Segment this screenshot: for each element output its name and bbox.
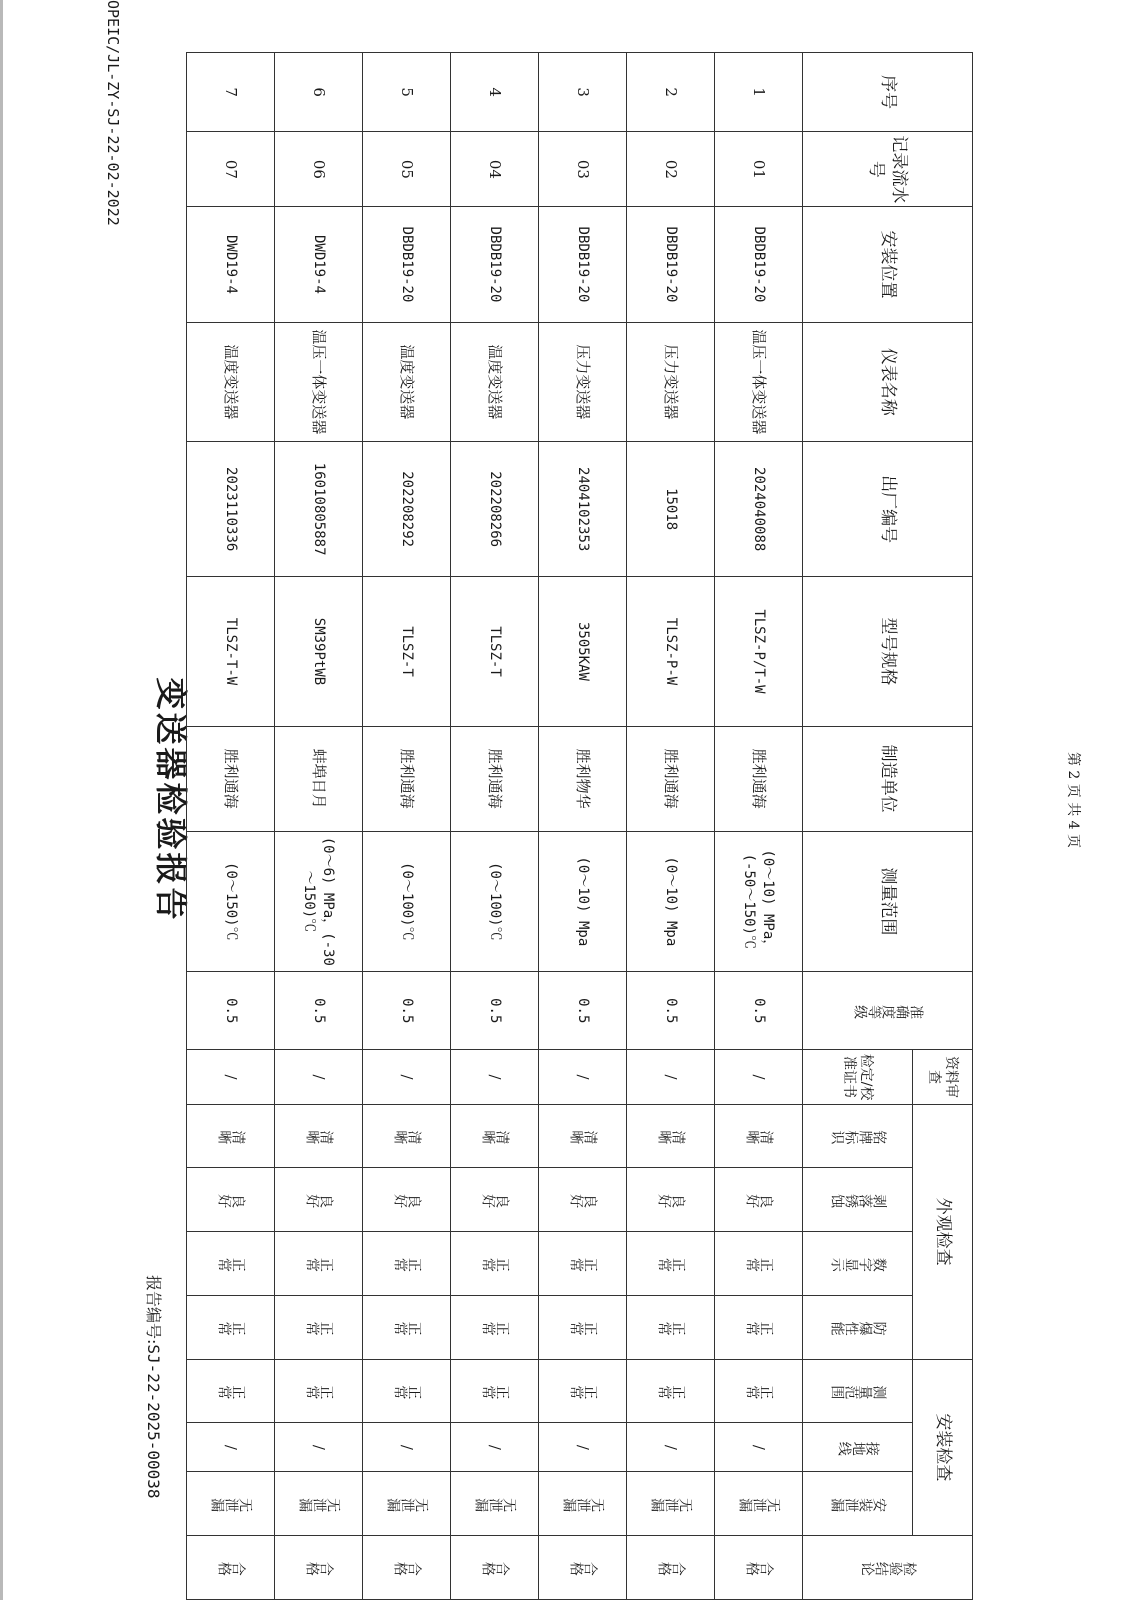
cell-leak: 无泄漏: [187, 1472, 275, 1536]
cell-nameplate: 清晰: [451, 1104, 539, 1168]
cell-accuracy: 0.5: [539, 972, 627, 1050]
cell-seq: 6: [275, 53, 363, 132]
cell-name: 温度变送器: [363, 322, 451, 442]
cell-seq: 3: [539, 53, 627, 132]
table-row: [627, 53, 715, 1600]
cell-leak: 无泄漏: [363, 1472, 451, 1536]
table-row: [539, 53, 627, 1600]
header-nameplate: 铭牌标识: [803, 1104, 913, 1168]
cell-name: 温度变送器: [187, 322, 275, 442]
cell-display: 正常: [275, 1232, 363, 1296]
cell-factory-no: 2023110336: [187, 442, 275, 577]
cell-nameplate: 清晰: [187, 1104, 275, 1168]
cell-corrosion: 良好: [363, 1168, 451, 1232]
cell-explosion: 正常: [363, 1295, 451, 1359]
cell-range: (0～6) MPa，(-30～150)℃: [275, 831, 363, 971]
cell-location: DBDB19-20: [363, 207, 451, 322]
cell-record: 02: [627, 132, 715, 207]
cell-name: 压力变送器: [627, 322, 715, 442]
cell-leak: 无泄漏: [275, 1472, 363, 1536]
header-doc-group: 资料审查: [913, 1050, 973, 1104]
header-maker: 制造单位: [803, 726, 973, 831]
cell-doc-cert: /: [275, 1050, 363, 1104]
cell-doc-cert: /: [539, 1050, 627, 1104]
cell-leak: 无泄漏: [627, 1472, 715, 1536]
header-model: 型号规格: [803, 577, 973, 727]
cell-accuracy: 0.5: [275, 972, 363, 1050]
cell-range-check: 正常: [363, 1359, 451, 1423]
cell-model: TLSZ-T: [363, 577, 451, 727]
report-number: [143, 1275, 166, 1605]
table-row: [275, 53, 363, 1600]
cell-explosion: 正常: [715, 1295, 803, 1359]
cell-name: 温压一体变送器: [715, 322, 803, 442]
cell-location: DBDB19-20: [627, 207, 715, 322]
cell-name: 压力变送器: [539, 322, 627, 442]
cell-conclusion: 合格: [627, 1536, 715, 1600]
cell-explosion: 正常: [275, 1295, 363, 1359]
cell-ground: /: [275, 1423, 363, 1472]
cell-record: 01: [715, 132, 803, 207]
cell-accuracy: 0.5: [363, 972, 451, 1050]
cell-ground: /: [451, 1423, 539, 1472]
cell-accuracy: 0.5: [715, 972, 803, 1050]
cell-explosion: 正常: [187, 1295, 275, 1359]
cell-explosion: 正常: [451, 1295, 539, 1359]
cell-accuracy: 0.5: [187, 972, 275, 1050]
cell-factory-no: 202208266: [451, 442, 539, 577]
header-leak: 安装泄漏: [803, 1472, 913, 1536]
cell-location: DWD19-4: [275, 207, 363, 322]
cell-range-check: 正常: [275, 1359, 363, 1423]
cell-maker: 胜利通海: [451, 726, 539, 831]
cell-maker: 蚌埠日月: [275, 726, 363, 831]
header-factory-no: 出厂编号: [803, 442, 973, 577]
cell-range: (0～10) Mpa: [627, 831, 715, 971]
cell-range-check: 正常: [627, 1359, 715, 1423]
header-conclusion: 检验结论: [803, 1536, 973, 1600]
cell-nameplate: 清晰: [275, 1104, 363, 1168]
cell-corrosion: 良好: [187, 1168, 275, 1232]
cell-explosion: 正常: [539, 1295, 627, 1359]
cell-seq: 5: [363, 53, 451, 132]
cell-range-check: 正常: [539, 1359, 627, 1423]
cell-seq: 4: [451, 53, 539, 132]
report-number-value: SJ-22-2025-00038: [144, 1344, 163, 1499]
cell-maker: 胜利物华: [539, 726, 627, 831]
cell-seq: 7: [187, 53, 275, 132]
cell-conclusion: 合格: [715, 1536, 803, 1600]
cell-name: 温压一体变送器: [275, 322, 363, 442]
header-doc-cert: 检定/校准证书: [803, 1050, 913, 1104]
cell-leak: 无泄漏: [451, 1472, 539, 1536]
cell-range: (0～100)℃: [451, 831, 539, 971]
cell-corrosion: 良好: [627, 1168, 715, 1232]
cell-accuracy: 0.5: [627, 972, 715, 1050]
cell-doc-cert: /: [363, 1050, 451, 1104]
report-number-label: 报告编号:: [144, 1275, 163, 1345]
cell-ground: /: [539, 1423, 627, 1472]
header-seq: 序号: [803, 53, 973, 132]
cell-range-check: 正常: [715, 1359, 803, 1423]
cell-range-check: 正常: [187, 1359, 275, 1423]
cell-conclusion: 合格: [363, 1536, 451, 1600]
cell-conclusion: 合格: [275, 1536, 363, 1600]
header-appearance-group: 外观检查: [913, 1104, 973, 1359]
cell-conclusion: 合格: [187, 1536, 275, 1600]
cell-display: 正常: [627, 1232, 715, 1296]
header-range: 测量范围: [803, 831, 973, 971]
cell-nameplate: 清晰: [363, 1104, 451, 1168]
cell-corrosion: 良好: [451, 1168, 539, 1232]
table-row: [451, 53, 539, 1600]
cell-factory-no: 202208292: [363, 442, 451, 577]
header-explosion: 防爆性能: [803, 1295, 913, 1359]
cell-doc-cert: /: [627, 1050, 715, 1104]
cell-seq: 2: [627, 53, 715, 132]
cell-explosion: 正常: [627, 1295, 715, 1359]
header-name: 仪表名称: [803, 322, 973, 442]
cell-location: DBDB19-20: [715, 207, 803, 322]
page-info: 第 2 页 共 4 页: [1065, 751, 1081, 849]
cell-corrosion: 良好: [539, 1168, 627, 1232]
cell-ground: /: [187, 1423, 275, 1472]
cell-maker: 胜利通海: [363, 726, 451, 831]
cell-factory-no: 16010805887: [275, 442, 363, 577]
header-ground: 接地线: [803, 1423, 913, 1472]
cell-leak: 无泄漏: [715, 1472, 803, 1536]
cell-nameplate: 清晰: [627, 1104, 715, 1168]
cell-model: TLSZ-T-W: [187, 577, 275, 727]
cell-maker: 胜利通海: [715, 726, 803, 831]
cell-model: TLSZ-P/T-W: [715, 577, 803, 727]
cell-record: 07: [187, 132, 275, 207]
header-range-check: 测量范围: [803, 1359, 913, 1423]
cell-corrosion: 良好: [715, 1168, 803, 1232]
cell-factory-no: 2024040088: [715, 442, 803, 577]
cell-doc-cert: /: [715, 1050, 803, 1104]
cell-record: 03: [539, 132, 627, 207]
cell-maker: 胜利通海: [627, 726, 715, 831]
cell-record: 05: [363, 132, 451, 207]
cell-display: 正常: [187, 1232, 275, 1296]
table-row: [715, 53, 803, 1600]
cell-nameplate: 清晰: [539, 1104, 627, 1168]
cell-display: 正常: [539, 1232, 627, 1296]
cell-doc-cert: /: [187, 1050, 275, 1104]
cell-seq: 1: [715, 53, 803, 132]
cell-conclusion: 合格: [539, 1536, 627, 1600]
table-body: [187, 53, 803, 1600]
table-row: [363, 53, 451, 1600]
cell-range-check: 正常: [451, 1359, 539, 1423]
cell-display: 正常: [451, 1232, 539, 1296]
report-title: 变送器检验报告: [152, 677, 190, 923]
cell-model: TLSZ-T: [451, 577, 539, 727]
cell-model: SM39PtWB: [275, 577, 363, 727]
header-install-group: 安装检查: [913, 1359, 973, 1536]
cell-location: DBDB19-20: [451, 207, 539, 322]
cell-ground: /: [627, 1423, 715, 1472]
cell-nameplate: 清晰: [715, 1104, 803, 1168]
cell-conclusion: 合格: [451, 1536, 539, 1600]
cell-range: (0～150)℃: [187, 831, 275, 971]
cell-name: 温度变送器: [451, 322, 539, 442]
cell-corrosion: 良好: [275, 1168, 363, 1232]
table-row: [187, 53, 275, 1600]
header-corrosion: 剥落锈蚀: [803, 1168, 913, 1232]
cell-ground: /: [363, 1423, 451, 1472]
cell-ground: /: [715, 1423, 803, 1472]
cell-accuracy: 0.5: [451, 972, 539, 1050]
header-record: 记录流水号: [803, 132, 973, 207]
document-code: OPEIC/JL-ZY-SJ-22-02-2022: [104, 0, 122, 226]
cell-leak: 无泄漏: [539, 1472, 627, 1536]
cell-maker: 胜利通海: [187, 726, 275, 831]
cell-range: (0～10) MPa，(-50～150)℃: [715, 831, 803, 971]
header-accuracy: 准确度等级: [803, 972, 973, 1050]
header-display: 数字显示: [803, 1232, 913, 1296]
cell-location: DWD19-4: [187, 207, 275, 322]
cell-model: 3505KAW: [539, 577, 627, 727]
cell-range: (0～100)℃: [363, 831, 451, 971]
cell-display: 正常: [715, 1232, 803, 1296]
cell-doc-cert: /: [451, 1050, 539, 1104]
cell-record: 06: [275, 132, 363, 207]
cell-display: 正常: [363, 1232, 451, 1296]
cell-record: 04: [451, 132, 539, 207]
cell-range: (0～10) Mpa: [539, 831, 627, 971]
inspection-table: [186, 52, 973, 1600]
cell-location: DBDB19-20: [539, 207, 627, 322]
cell-model: TLSZ-P-W: [627, 577, 715, 727]
cell-factory-no: 2404102353: [539, 442, 627, 577]
header-location: 安装位置: [803, 207, 973, 322]
cell-factory-no: 15018: [627, 442, 715, 577]
